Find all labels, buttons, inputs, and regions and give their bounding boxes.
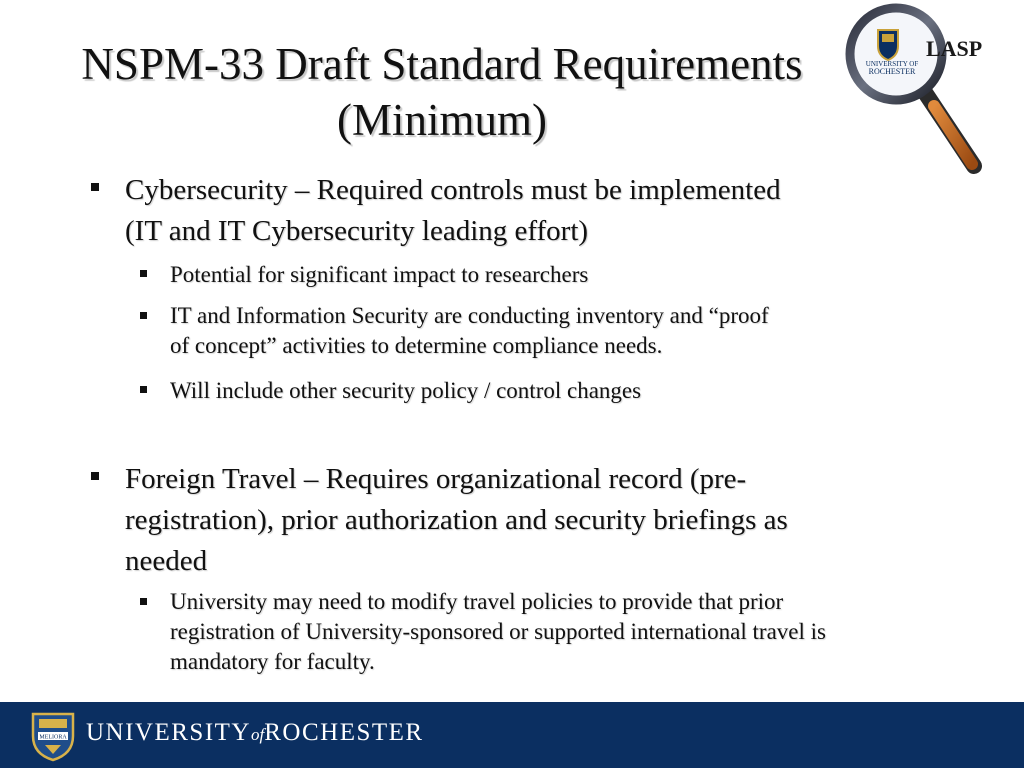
logo-university-line1: UNIVERSITY OF: [865, 60, 919, 68]
lasp-magnifier-logo: [838, 2, 1022, 180]
footer-bar: [0, 702, 1024, 768]
bullet-cybersecurity: [125, 170, 925, 252]
logo-university-line2: ROCHESTER: [868, 67, 916, 76]
travel-line-3: needed: [125, 545, 208, 577]
travel-policy-line-3: mandatory for faculty.: [170, 649, 375, 674]
lasp-label: LASP: [926, 36, 983, 61]
university-shield-icon: [878, 30, 898, 60]
cyber-line-1: Cybersecurity – Required controls must be implemented: [125, 174, 781, 206]
wordmark-part-1: UNIVERSITY: [86, 719, 251, 746]
travel-policy-line-1: University may need to modify travel policies to provide that prior: [170, 589, 784, 614]
slide-title: [0, 36, 884, 148]
sub-bullet-impact: Potential for significant impact to researchers: [170, 262, 589, 287]
title-line-2: (Minimum): [337, 95, 547, 145]
sub-bullet-policy: Will include other security policy / control changes: [170, 378, 642, 403]
bullet-square-icon: [91, 183, 99, 191]
bullet-square-icon: [91, 472, 99, 480]
university-wordmark: [86, 718, 424, 750]
title-line-1: NSPM-33 Draft Standard Requirements: [81, 39, 803, 89]
university-seal-icon: [30, 710, 76, 762]
sub-bullet-square-icon: [140, 598, 147, 605]
travel-line-2: registration), prior authorization and security briefings as: [125, 504, 788, 536]
bullet-foreign-travel: [125, 459, 925, 582]
sub-bullet-square-icon: [140, 312, 147, 319]
inventory-line-2: of concept” activities to determine compliance needs.: [170, 333, 663, 358]
sub-bullet-square-icon: [140, 386, 147, 393]
wordmark-of: of: [251, 725, 265, 744]
sub-bullet-travel-policy: [170, 587, 930, 677]
seal-text: MELIORA: [39, 734, 67, 741]
sub-bullet-square-icon: [140, 270, 147, 277]
travel-line-1: Foreign Travel – Requires organizational record (pre-: [125, 463, 747, 495]
inventory-line-1: IT and Information Security are conducting inventory and “proof: [170, 303, 769, 328]
sub-bullet-inventory: [170, 301, 930, 361]
cyber-line-2: (IT and IT Cybersecurity leading effort): [125, 215, 589, 247]
travel-policy-line-2: registration of University-sponsored or supported international travel is: [170, 619, 826, 644]
wordmark-part-2: ROCHESTER: [264, 719, 424, 746]
